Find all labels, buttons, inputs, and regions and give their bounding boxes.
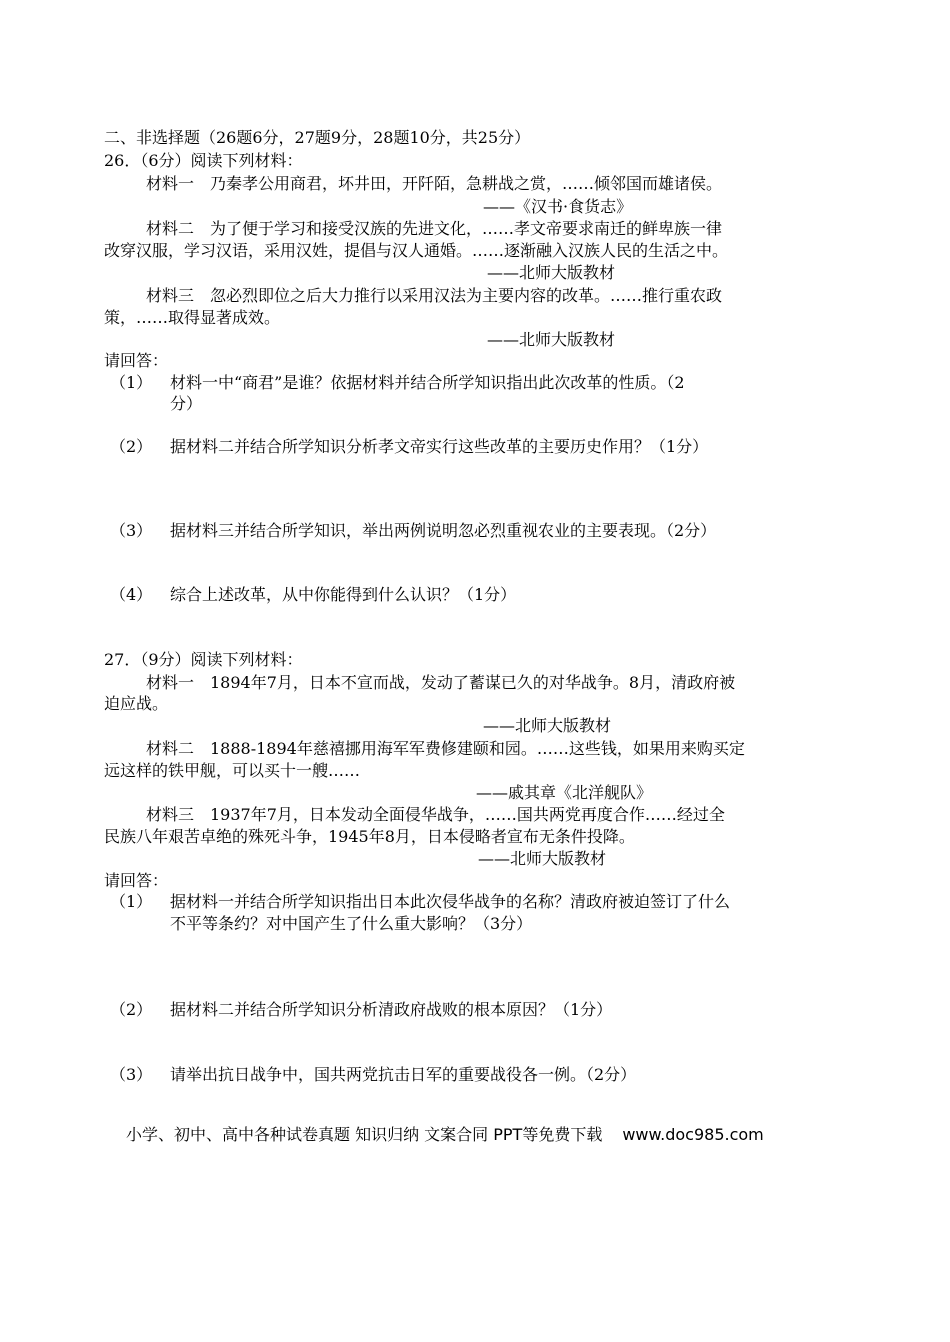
q26-prompt: 请回答： xyxy=(104,351,169,370)
footer xyxy=(126,1122,764,1145)
q27-1-text-line-1: 据材料一并结合所学知识指出日本此次侵华战争的名称？清政府被迫签订了什么 xyxy=(170,892,731,911)
q26-1-text-line-1: 材料一中“商君”是谁？依据材料并结合所学知识指出此次改革的性质。（2 xyxy=(170,373,685,392)
q26-header: 26．（6分）阅读下列材料： xyxy=(104,151,303,170)
section-header: 二、非选择题（26题6分，27题9分，28题10分，共25分） xyxy=(104,128,531,147)
q27-material-3-line-2: 民族八年艰苦卓绝的殊死斗争，1945年8月，日本侵略者宣布无条件投降。 xyxy=(104,827,635,846)
q27-3-text: 请举出抗日战争中，国共两党抗击日军的重要战役各一例。（2分） xyxy=(170,1065,637,1084)
q26-material-2-source: ——北师大版教材 xyxy=(487,263,616,282)
q27-material-1-line-1: 材料一 1894年7月，日本不宣而战，发动了蓄谋已久的对华战争。8月，清政府被 xyxy=(146,673,736,692)
q27-material-3-line-1: 材料三 1937年7月，日本发动全面侵华战争，……国共两党再度合作……经过全 xyxy=(146,805,725,824)
q26-1-number: （1） xyxy=(110,373,153,392)
q26-3-number: （3） xyxy=(110,521,153,540)
footer-text: 小学、初中、高中各种试卷真题 知识归纳 文案合同 PPT等免费下载 xyxy=(126,1125,603,1144)
q27-2-number: （2） xyxy=(110,1000,153,1019)
q26-material-2-line-2: 改穿汉服，学习汉语，采用汉姓，提倡与汉人通婚。……逐渐融入汉族人民的生活之中。 xyxy=(104,241,729,260)
q27-material-2-source: ——戚其章《北洋舰队》 xyxy=(476,783,653,802)
q27-1-text-line-2: 不平等条约？对中国产生了什么重大影响？（3分） xyxy=(170,914,533,933)
q27-material-2-line-2: 远这样的铁甲舰，可以买十一艘…… xyxy=(104,761,361,780)
q26-3-text: 据材料三并结合所学知识，举出两例说明忽必烈重视农业的主要表现。（2分） xyxy=(170,521,717,540)
footer-url[interactable]: www.doc985.com xyxy=(622,1125,764,1144)
q26-material-2-line-1: 材料二 为了便于学习和接受汉族的先进文化，……孝文帝要求南迁的鲜卑族一律 xyxy=(146,219,723,238)
q26-material-3-line-2: 策，……取得显著成效。 xyxy=(104,308,281,327)
q26-material-1: 材料一 乃秦孝公用商君，坏井田，开阡陌，急耕战之赏，……倾邻国而雄诸侯。 xyxy=(146,174,723,193)
q26-material-3-source: ——北师大版教材 xyxy=(487,330,616,349)
q26-1-text-line-2: 分） xyxy=(170,394,203,413)
q27-3-number: （3） xyxy=(110,1065,153,1084)
q27-material-3-source: ——北师大版教材 xyxy=(478,849,607,868)
q26-4-number: （4） xyxy=(110,585,153,604)
q27-material-2-line-1: 材料二 1888-1894年慈禧挪用海军军费修建颐和园。……这些钱，如果用来购买定 xyxy=(146,739,745,758)
q26-2-number: （2） xyxy=(110,437,153,456)
q27-2-text: 据材料二并结合所学知识分析清政府战败的根本原因？（1分） xyxy=(170,1000,613,1019)
q27-header: 27．（9分）阅读下列材料： xyxy=(104,650,303,669)
q26-4-text: 综合上述改革，从中你能得到什么认识？（1分） xyxy=(170,585,517,604)
q27-material-1-line-2: 迫应战。 xyxy=(104,694,169,713)
q27-material-1-source: ——北师大版教材 xyxy=(483,716,612,735)
q27-prompt: 请回答： xyxy=(104,871,169,890)
q26-2-text: 据材料二并结合所学知识分析孝文帝实行这些改革的主要历史作用？（1分） xyxy=(170,437,709,456)
q26-material-3-line-1: 材料三 忽必烈即位之后大力推行以采用汉法为主要内容的改革。……推行重农政 xyxy=(146,286,723,305)
q27-1-number: （1） xyxy=(110,892,153,911)
q26-material-1-source: ——《汉书·食货志》 xyxy=(483,197,633,216)
